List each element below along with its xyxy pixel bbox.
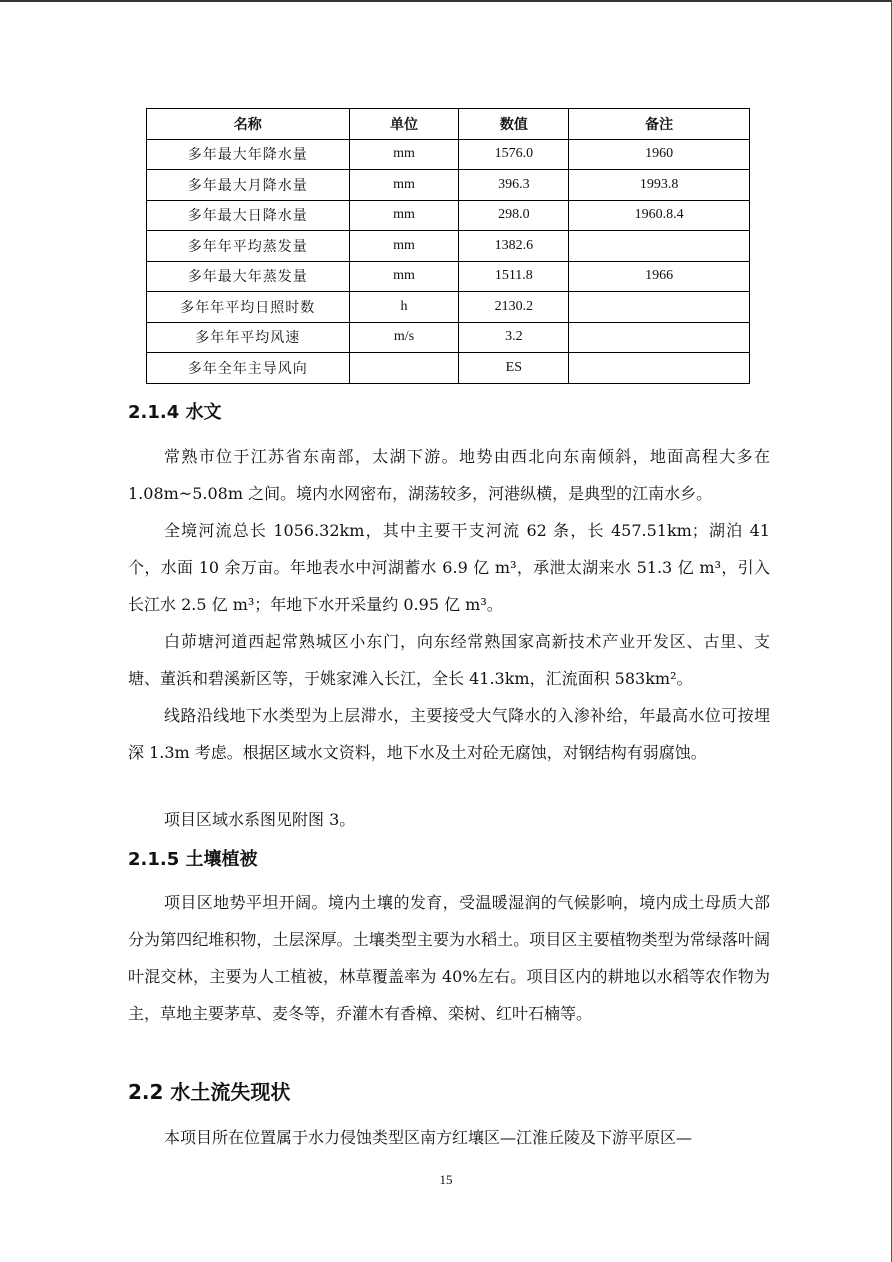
cell-value: 1382.6	[459, 231, 569, 262]
header-unit: 单位	[349, 109, 459, 140]
paragraph: 全境河流总长 1056.32km，其中主要干支河流 62 条，长 457.51km；湖泊 41 个，水面 10 余万亩。年地表水中河湖蓄水 6.9 亿 m³，承泄太湖来水 51.3 亿 m³，引入长江水 2.5 亿 m³；年地下水开采量约 0.95 亿 m³。	[128, 521, 770, 614]
cell-name: 多年最大年降水量	[147, 139, 350, 170]
cell-remark	[569, 353, 750, 384]
cell-value: 396.3	[459, 170, 569, 201]
table-row	[147, 353, 750, 384]
cell-name: 多年最大年蒸发量	[147, 261, 350, 292]
cell-remark: 1993.8	[569, 170, 750, 201]
cell-remark	[569, 292, 750, 323]
table-row	[147, 261, 750, 292]
section-heading-erosion: 2.2 水土流失现状	[128, 1080, 291, 1104]
cell-name: 多年最大日降水量	[147, 200, 350, 231]
cell-remark	[569, 231, 750, 262]
cell-value: 298.0	[459, 200, 569, 231]
cell-unit: mm	[349, 231, 459, 262]
cell-unit	[349, 353, 459, 384]
section-heading-soil: 2.1.5 土壤植被	[128, 849, 258, 870]
cell-name: 多年最大月降水量	[147, 170, 350, 201]
cell-unit: mm	[349, 200, 459, 231]
climate-table	[146, 108, 750, 384]
page-number: 15	[439, 1172, 453, 1187]
table-header-row	[147, 109, 750, 140]
paragraph: 白茆塘河道西起常熟城区小东门，向东经常熟国家高新技术产业开发区、古里、支塘、董浜和碧溪新区等，于姚家滩入长江，全长 41.3km，汇流面积 583km²。	[128, 632, 770, 688]
cell-unit: mm	[349, 170, 459, 201]
cell-value: 2130.2	[459, 292, 569, 323]
cell-remark: 1960.8.4	[569, 200, 750, 231]
top-border	[0, 0, 892, 2]
table-row	[147, 139, 750, 170]
cell-value: 1576.0	[459, 139, 569, 170]
cell-name: 多年全年主导风向	[147, 353, 350, 384]
paragraph: 本项目所在位置属于水力侵蚀类型区南方红壤区—江淮丘陵及下游平原区—	[164, 1128, 693, 1147]
cell-remark	[569, 322, 750, 353]
paragraph: 常熟市位于江苏省东南部，太湖下游。地势由西北向东南倾斜，地面高程大多在 1.08m~5.08m 之间。境内水网密布，湖荡较多，河港纵横，是典型的江南水乡。	[128, 447, 770, 503]
paragraph: 项目区地势平坦开阔。境内土壤的发育，受温暖湿润的气候影响，境内成土母质大部分为第四纪堆积物，土层深厚。土壤类型主要为水稻土。项目区主要植物类型为常绿落叶阔叶混交林，主要为人工植被，林草覆盖率为 40%左右。项目区内的耕地以水稻等农作物为主，草地主要茅草、麦冬等，乔灌木有香樟、栾树、红叶石楠等。	[128, 893, 770, 1023]
table-row	[147, 170, 750, 201]
cell-name: 多年年平均蒸发量	[147, 231, 350, 262]
table-row	[147, 292, 750, 323]
cell-remark: 1960	[569, 139, 750, 170]
cell-unit: m/s	[349, 322, 459, 353]
header-name: 名称	[147, 109, 350, 140]
cell-unit: mm	[349, 261, 459, 292]
paragraph: 线路沿线地下水类型为上层滞水，主要接受大气降水的入渗补给，年最高水位可按埋深 1.3m 考虑。根据区域水文资料，地下水及土对砼无腐蚀，对钢结构有弱腐蚀。	[128, 706, 770, 762]
cell-name: 多年年平均风速	[147, 322, 350, 353]
cell-unit: mm	[349, 139, 459, 170]
table-row	[147, 322, 750, 353]
table-row	[147, 231, 750, 262]
cell-value: 3.2	[459, 322, 569, 353]
header-value: 数值	[459, 109, 569, 140]
cell-unit: h	[349, 292, 459, 323]
cell-value: 1511.8	[459, 261, 569, 292]
table-row	[147, 200, 750, 231]
cell-remark: 1966	[569, 261, 750, 292]
paragraph: 项目区域水系图见附图 3。	[164, 810, 356, 829]
header-remark: 备注	[569, 109, 750, 140]
section-heading-hydrology: 2.1.4 水文	[128, 402, 222, 423]
cell-name: 多年年平均日照时数	[147, 292, 350, 323]
cell-value: ES	[459, 353, 569, 384]
